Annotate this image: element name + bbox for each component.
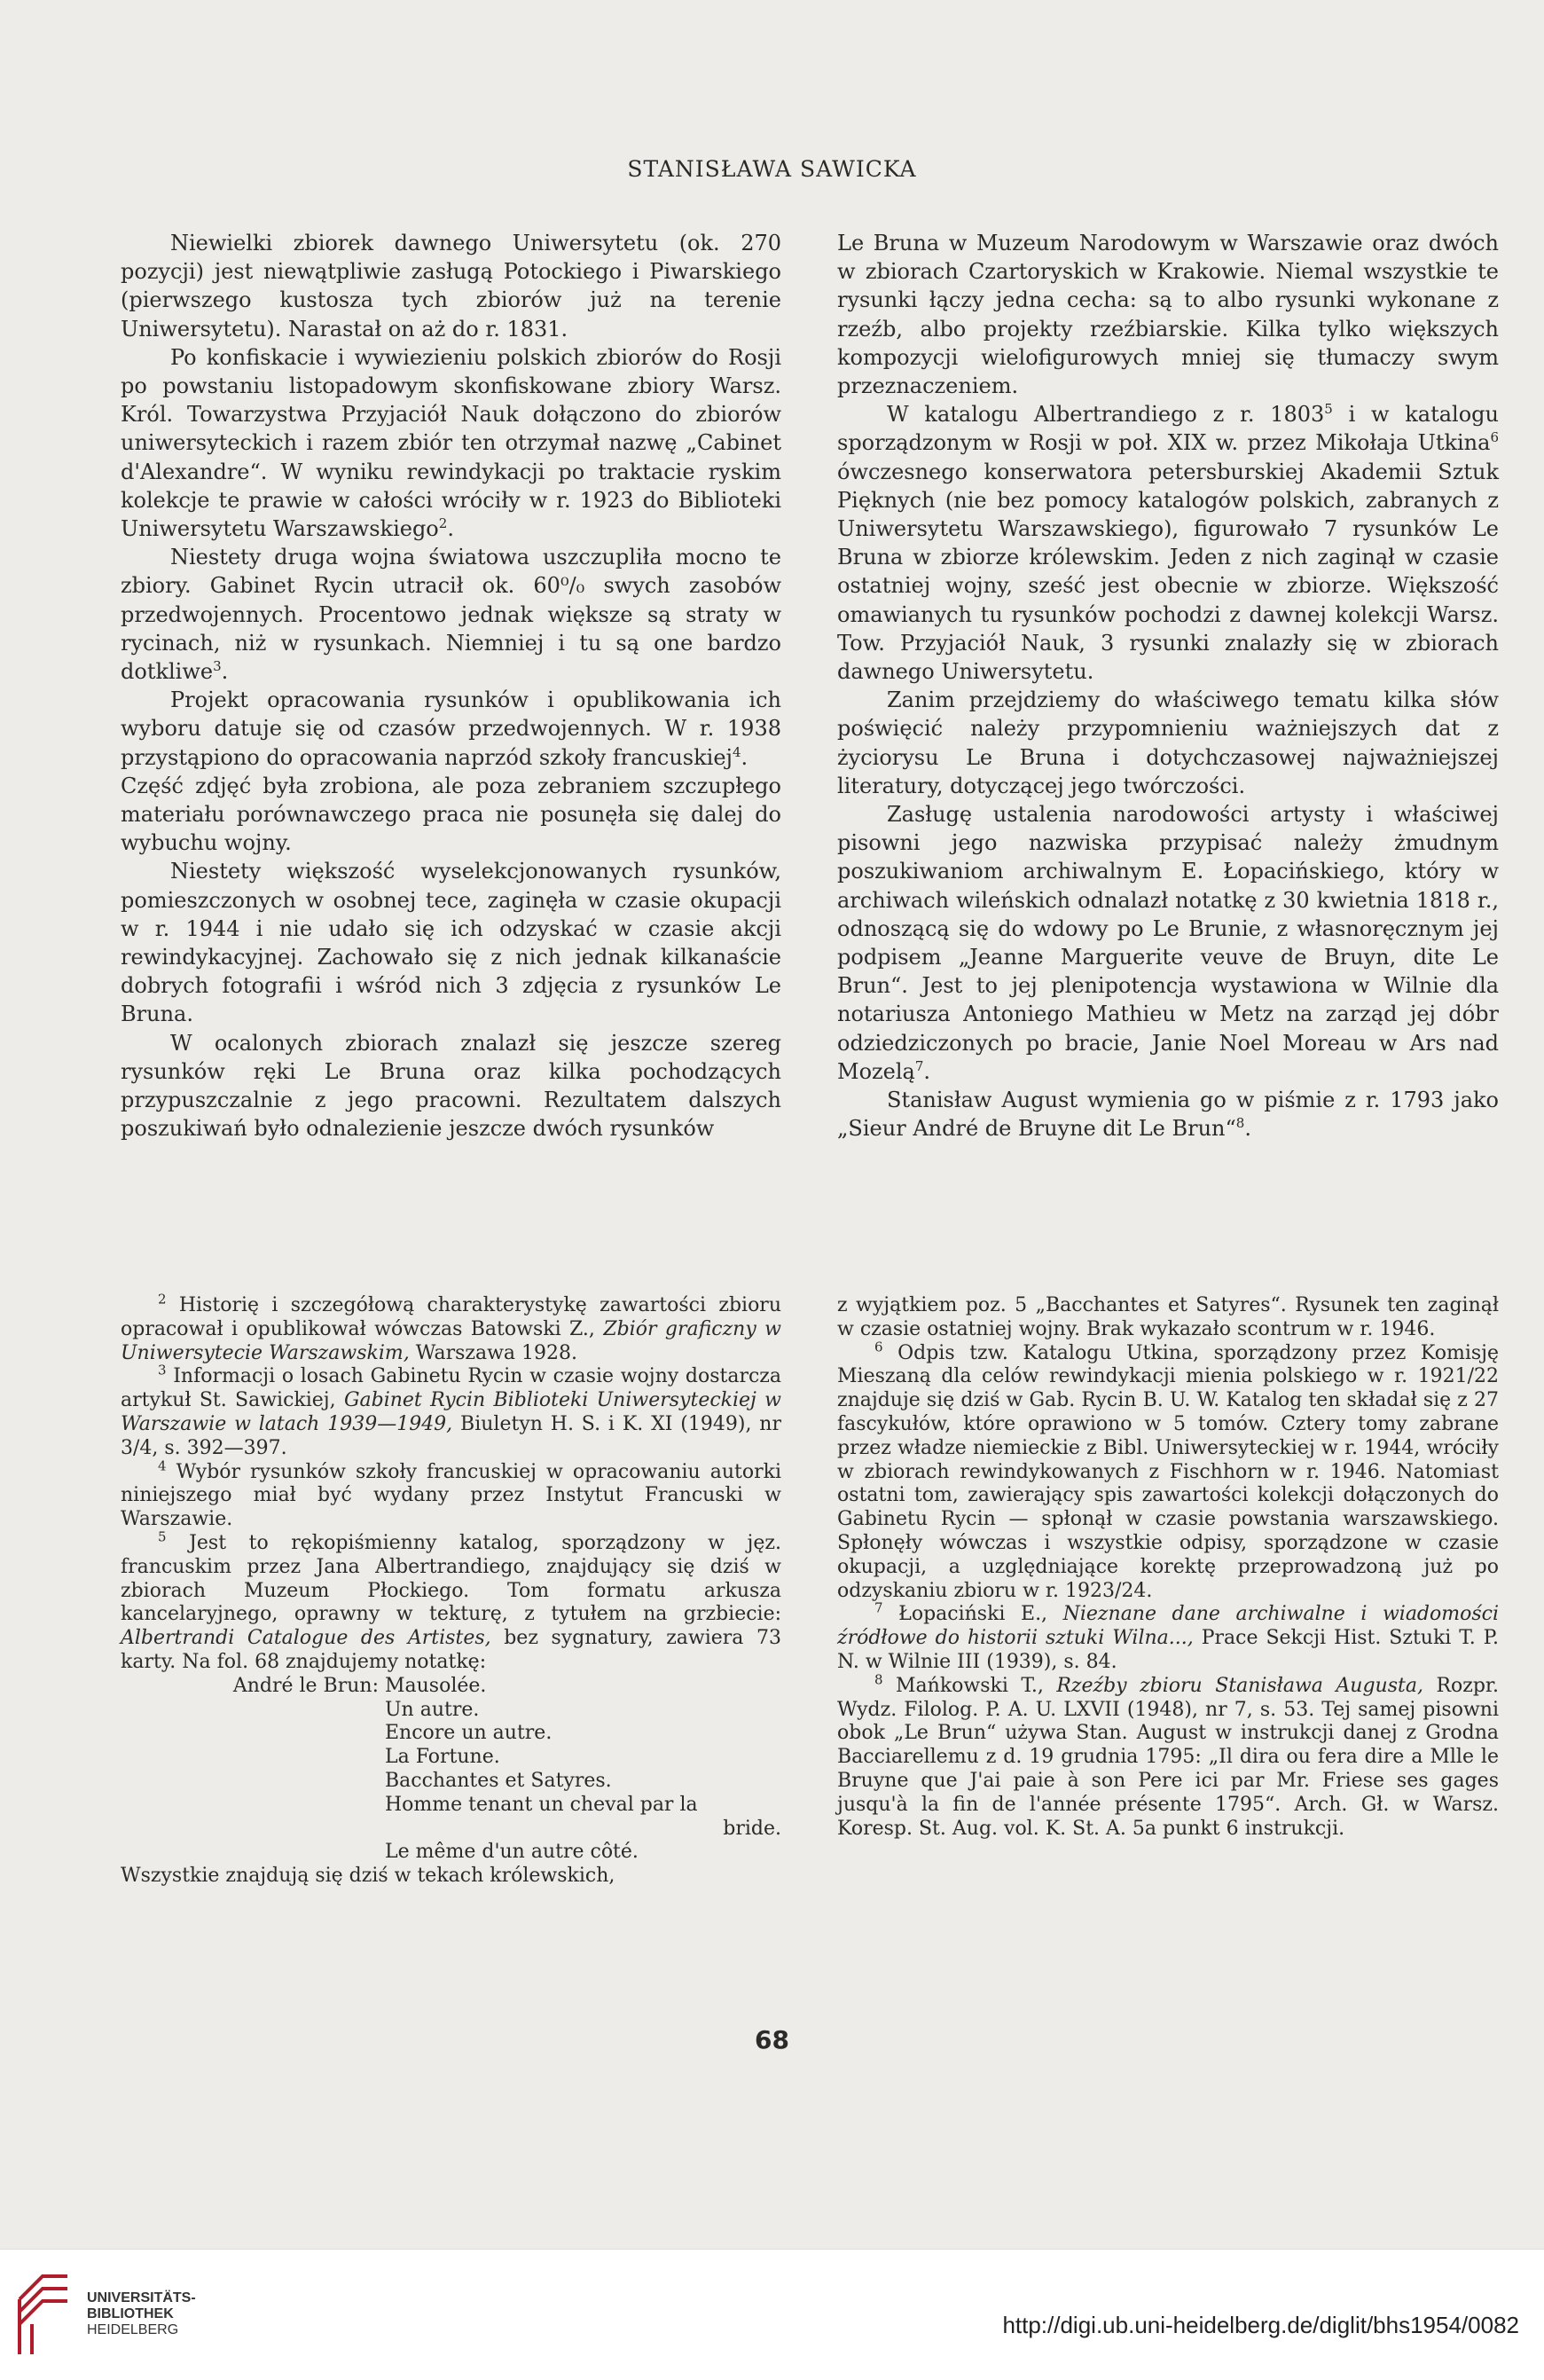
list-label: André le Brun: [232, 1674, 379, 1697]
library-name-line: UNIVERSITÄTS- [87, 2290, 196, 2305]
source-url-link[interactable]: http://digi.ub.uni-heidelberg.de/diglit/bhs1954/0082 [1002, 2312, 1519, 2338]
library-name-line: BIBLIOTHEK [87, 2306, 174, 2321]
paragraph: Le Bruna w Muzeum Narodowym w Warszawie oraz dwóch w zbiorach Czartoryskich w Krakowie. Niemal wszystkie te rysunki łączy jedna cecha: są to albo rysunki wykonane z rzeźb, albo projekty rzeźbiarskie. Kilka tylko większych kompozycji wielofigurowych mniej się tłumaczy swym przeznaczeniem. [837, 231, 1499, 399]
list-text: Encore un autre. [385, 1722, 553, 1745]
footer-bar [0, 2249, 1544, 2380]
footnote-ref: 5 [1324, 401, 1333, 418]
paragraph: Część zdjęć była zrobiona, ale poza zebraniem szczupłego materiału porównawczego praca nie posunęła się dalej do wybuchu wojny. [121, 773, 781, 856]
italic-title: Nieznane dane archiwalne i wiadomości źródłowe do historii sztuki Wilna..., [837, 1603, 1500, 1650]
footnote [121, 1365, 781, 1460]
list-item [121, 1746, 781, 1770]
list-item [121, 1722, 781, 1746]
library-name [87, 2290, 196, 2338]
footnote-number: 8 [874, 1671, 883, 1688]
footnote-number: 6 [874, 1339, 883, 1355]
footnote-ref: 3 [213, 658, 222, 675]
running-header: STANISŁAWA SAWICKA [627, 156, 917, 182]
footnotes-left [121, 1291, 782, 1889]
library-name-line: HEIDELBERG [87, 2322, 179, 2337]
list-text: Bacchantes et Satyres. [385, 1769, 612, 1792]
list-text: Mausolée. [385, 1674, 487, 1697]
paragraph: Niestety druga wojna światowa uszczupliła mocno te zbiory. Gabinet Rycin utracił ok. 60⁰/₀ swych zasobów przedwojennych. Procentowo jednak większe są straty w rycinach, niż w rysunkach. Niemniej i tu są one bardzo dotkliwe$^3$. [121, 545, 781, 685]
footnote-continuation: z wyjątkiem poz. 5 „Bacchantes et Satyres“. Rysunek ten zaginął w czasie ostatniej wojny. Brak wykazało scontrum w r. 1946. [837, 1294, 1499, 1340]
footnote-ref: 2 [438, 515, 448, 532]
footnote-number: 5 [158, 1528, 167, 1545]
footnote [121, 1457, 781, 1532]
text-run: Rozpr. Wydz. Filolog. P. A. U. LXVII (1948), nr 7, s. 53. Tej samej pisowni obok „Le Brun“ używa Stan. August w instrukcji danej z Grodna Bacciarellemu z d. 19 grudnia 1795: „Il dira ou fera dire a Mlle le Bruyne que J'ai paie à son Pere ici par Mr. Friese ses gages jusqu'à la fin de l'année présente 1795“. Arch. Gł. w Warsz. Koresp. St. Aug. vol. K. St. A. 5a punkt 6 instrukcji. [837, 1674, 1500, 1840]
list-item [121, 1794, 781, 1818]
right-column [837, 229, 1499, 1143]
text-run: Historię i szczegółową charakterystykę zawartości zbioru opracował i opublikował wówczas Batowski Z., [121, 1294, 781, 1340]
list-text: La Fortune. [385, 1746, 500, 1769]
paragraph: Projekt opracowania rysunków i opublikowania ich wyboru datuje się od czasów przedwojennych. W r. 1938 przystąpiono do opracowania naprzód szkoły francuskiej$^4$. [121, 687, 781, 770]
footnote [837, 1339, 1499, 1604]
list-text: Homme tenant un cheval par la [385, 1793, 698, 1816]
list-text: Un autre. [385, 1698, 480, 1721]
paragraph [837, 400, 1499, 686]
text-run: i w katalogu sporządzonym w Rosji w poł. XIX w. przez Mikołaja Utkina [837, 402, 1500, 456]
footnote [837, 1671, 1500, 1842]
paragraph: Po konfiskacie i wywiezieniu polskich zbiorów do Rosji po powstaniu listopadowym skonfiskowane zbiory Warsz. Król. Towarzystwa Przyjaciół Nauk dołączono do zbiorów uniwersyteckich i razem zbiór ten otrzymał nazwę „Cabinet d'Alexandre“. W wyniku rewindykacji po traktacie ryskim kolekcje te prawie w całości wróciły w r. 1923 do Biblioteki Uniwersytetu Warszawskiego$^2$. [121, 344, 781, 542]
footnotes-right [837, 1294, 1499, 1841]
footnote [837, 1600, 1500, 1674]
text-run: bez sygnatury, zawiera 73 karty. Na fol. 68 znajdujemy notatkę: [121, 1627, 781, 1673]
drawing-list [121, 1675, 781, 1865]
text-run: Prace Sekcji Hist. Sztuki T. P. N. w Wilnie III (1939), s. 84. [837, 1627, 1500, 1673]
footnote-ref: 4 [733, 743, 741, 760]
footnote-number: 3 [158, 1363, 167, 1379]
text-run: W katalogu Albertrandiego z r. 1803 [887, 402, 1325, 428]
text-run: Łopaciński E., [898, 1603, 1048, 1626]
text-run: Stanisław August wymienia go w piśmie z r. 1793 jako „Sieur André de Bruyne dit Le Brun“ [837, 1088, 1499, 1142]
paragraph: Niestety większość wyselekcjonowanych rysunków, pomieszczonych w osobnej tece, zaginęła w czasie okupacji w r. 1944 i nie udało się ich odzyskać w czasie akcji rewindykacyjnej. Zachowało się z nich jednak kilkanaście dobrych fotografii i wśród nich 3 zdjęcia z rysunków Le Bruna. [121, 859, 781, 1027]
footnote [121, 1291, 782, 1365]
page-number: 68 [755, 2025, 789, 2054]
footnote-number: 7 [874, 1600, 883, 1617]
footnote-number: 4 [158, 1457, 167, 1474]
text-run: Mańkowski T., [896, 1674, 1044, 1697]
list-item [121, 1699, 781, 1723]
left-column [121, 229, 781, 1143]
footnote-ref: 8 [1235, 1115, 1245, 1132]
paragraph: W ocalonych zbiorach znalazł się jeszcze szereg rysunków ręki Le Bruna oraz kilka pochodzących przypuszczalnie z jego pracowni. Rezultatem dalszych poszukiwań było odnalezienie jeszcze dwóch rysunków [121, 1030, 781, 1142]
italic-title: Zbiór graficzny w Uniwersytecie Warszawskim, [121, 1317, 782, 1364]
italic-title: Albertrandi Catalogue des Artistes, [121, 1627, 491, 1650]
footnote-number: 2 [158, 1291, 167, 1308]
list-item [121, 1675, 781, 1699]
text-run: Wybór rysunków szkoły francuskiej w opracowaniu autorki niniejszego miał być wydany przez Instytut Francuski w Warszawie. [121, 1460, 781, 1531]
text-run: Informacji o losach Gabinetu Rycin w czasie wojny dostarcza artykuł St. Sawickiej, [121, 1365, 781, 1412]
text-run: Zasługę ustalenia narodowości artysty i właściwej pisowni jego nazwiska przypisać należy żmudnym poszukiwaniom archiwalnym E. Łopacińskiego, który w archiwach wileńskich odnalazł notatkę z 30 kwietnia 1818 r., odnoszącą się do wdowy po Le Brunie, z własnoręcznym jej podpisem „Jeanne Marguerite veuve de Bruyn, dite Le Brun“. Jest to jej plenipotencja wystawiona w Wilnie dla notariusza Antoniego Mathieu w Metz na zarząd jej dóbr odziedziczonych po bracie, Janie Noel Moreau w Ars nad Mozelą [837, 802, 1499, 1084]
text-run: Biuletyn H. S. i K. XI (1949), nr 3/4, s. 392—397. [121, 1412, 781, 1459]
footnote-ref: 6 [1490, 429, 1499, 446]
paragraph: Niewielki zbiorek dawnego Uniwersytetu (ok. 270 pozycji) jest niewątpliwie zasługą Potockiego i Piwarskiego (pierwszego kustosza tych zbiorów już na terenie Uniwersytetu). Narastał on aż do r. 1831. [121, 231, 781, 342]
text-run: Warszawa 1928. [415, 1341, 578, 1364]
text-run: Odpis tzw. Katalogu Utkina, sporządzony przez Komisję Mieszaną dla celów rewindykacji mienia polskiego w r. 1921/22 znajduje się dziś w Gab. Rycin B. U. W. Katalog ten składał się z 27 fascykułów, które oprawiono w 5 tomów. Cztery tomy zabrane przez władze niemieckie z Bibl. Uniwersyteckiej w r. 1944, wróciły w zbiorach rewindykowanych z Fischhorn w r. 1946. Natomiast ostatni tom, zawierający spis zawartości kolekcji dołączonych do Gabinetu Rycin — spłonął w czasie powstania warszawskiego. Spłonęły wówczas i wszystkie odpisy, sporządzone w czasie okupacji, a uzględniające korektę przeprowadzoną już po odzyskaniu zbioru w r. 1923/24. [837, 1341, 1499, 1602]
footnote [121, 1528, 781, 1675]
italic-title: Rzeźby zbioru Stanisława Augusta, [1056, 1674, 1423, 1697]
paragraph: Zasługę ustalenia narodowości artysty i właściwej pisowni jego nazwiska przypisać należy żmudnym poszukiwaniom archiwalnym E. Łopacińskiego, który w archiwach wileńskich odnalazł notatkę z 30 kwietnia 1818 r., odnoszącą się do wdowy po Le Brunie, z własnoręcznym jej podpisem „Jeanne Marguerite veuve de Bruyn, dite Le Brun“. Jest to jej plenipotencja wystawiona w Wilnie dla notariusza Antoniego Mathieu w Metz na zarząd jej dóbr odziedziczonych po bracie, Janie Noel Moreau w Ars nad Mozelą$^7$. [837, 802, 1499, 1084]
list-item [121, 1818, 781, 1842]
text-run: ówczesnego konserwatora petersburskiej Akademii Sztuk Pięknych (nie bez pomocy katalogów polskich, zabranych z Uniwersytetu Warszawskiego), figurowało 7 rysunków Le Bruna w zbiorze królewskim. Jeden z nich zaginął w czasie ostatniej wojny, sześć jest obecnie w zbiorze. Większość omawianych tu rysunków pochodzi z dawnej kolekcji Warsz. Tow. Przyjaciół Nauk, 3 rysunki znalazły się w zbiorach dawnego Uniwersytetu. [837, 459, 1499, 685]
list-item [121, 1770, 781, 1794]
list-text: Le même d'un autre côté. [385, 1841, 639, 1864]
list-text: bride. [723, 1817, 781, 1840]
paragraph: Zanim przejdziemy do właściwego tematu kilka słów poświęcić należy przypomnieniu ważniejszych dat z życiorysu Le Bruna i dotychczasowej najważniejszej literatury, dotyczącej jego twórczości. [837, 687, 1499, 798]
paragraph: Stanisław August wymienia go w piśmie z r. 1793 jako „Sieur André de Bruyne dit Le Brun“$^8$. [837, 1088, 1499, 1142]
university-library-logo-icon [16, 2273, 71, 2358]
italic-title: Gabinet Rycin Biblioteki Uniwersyteckiej w Warszawie w latach 1939—1949, [121, 1389, 781, 1435]
list-item [121, 1841, 781, 1865]
footnote-continuation: Wszystkie znajdują się dziś w tekach królewskich, [121, 1865, 615, 1888]
footnote-ref: 7 [914, 1057, 924, 1074]
text-run: Jest to rękopiśmienny katalog, sporządzony w jęz. francuskim przez Jana Albertrandiego, znajdujący się dziś w zbiorach Muzeum Płockiego. Tom formatu arkusza kancelaryjnego, oprawny w tekturę, z tytułem na grzbiecie: [121, 1531, 781, 1626]
